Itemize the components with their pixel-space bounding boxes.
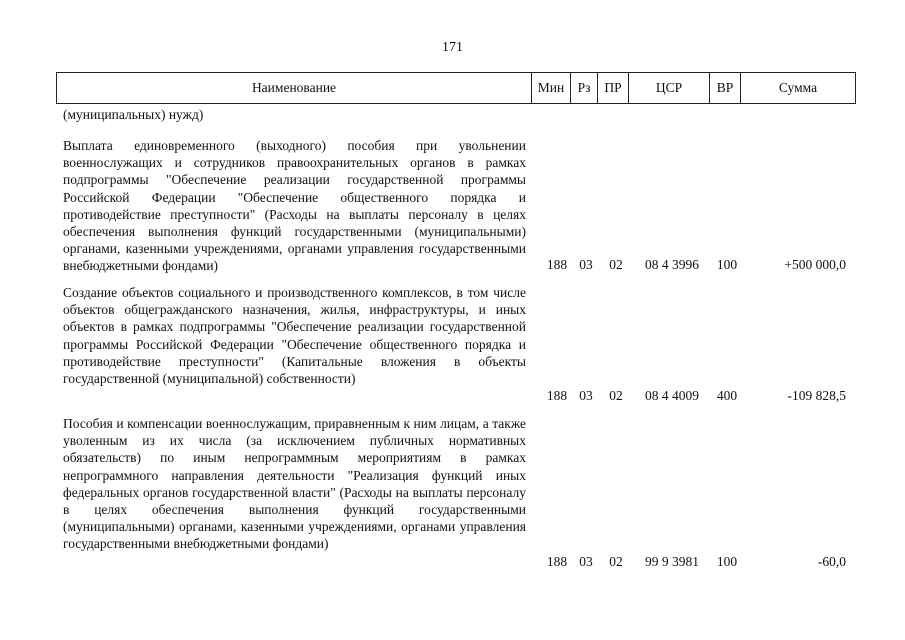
row-min: 188: [546, 554, 568, 569]
page-number: 171: [442, 40, 463, 55]
row-vr: 100: [716, 257, 738, 272]
row-vr: 100: [716, 554, 738, 569]
row-pr: 02: [609, 554, 623, 569]
row-sum: -60,0: [817, 554, 846, 569]
header-sum: Сумма: [741, 73, 856, 104]
header-pr: ПР: [598, 73, 629, 104]
row-pr: 02: [609, 257, 623, 272]
header-rz: Рз: [571, 73, 598, 104]
header-min: Мин: [532, 73, 571, 104]
row-description: Выплата единовременного (выходного) пособия при увольнении военнослужащих и сотрудников правоохранительных органов в рамках подпрограммы "Обеспечение реализации государственной программы Российской Федерации "Обеспечение общественного порядка и противодействие преступности" (Расходы на выплаты персоналу в целях обеспечения выполнения функций государственными (муниципальными) органами, казенными учреждениями, органами управления государственными внебюджетными фондами): [63, 138, 526, 274]
row-rz: 03: [579, 257, 593, 272]
row-min: 188: [546, 257, 568, 272]
row-min: 188: [546, 388, 568, 403]
header-name: Наименование: [57, 73, 532, 104]
row-csr: 08 4 4009: [645, 388, 699, 403]
header-csr: ЦСР: [629, 73, 710, 104]
row-sum: -109 828,5: [787, 388, 846, 403]
row-vr: 400: [716, 388, 738, 403]
row-pr: 02: [609, 388, 623, 403]
table-header: [56, 72, 856, 104]
continuation-text: (муниципальных) нужд): [63, 107, 204, 122]
row-csr: 99 9 3981: [645, 554, 699, 569]
row-description: Создание объектов социального и производственного комплексов, в том числе объектов общегражданского назначения, жилья, инфраструктуры, и иных объектов в рамках подпрограммы "Обеспечение реализации государственной программы Российской Федерации "Обеспечение общественного порядка и противодействие преступности" (Капитальные вложения в объекты государственной (муниципальной) собственности): [63, 285, 526, 387]
row-sum: +500 000,0: [784, 257, 846, 272]
row-rz: 03: [579, 388, 593, 403]
row-rz: 03: [579, 554, 593, 569]
header-vr: ВР: [710, 73, 741, 104]
row-csr: 08 4 3996: [645, 257, 699, 272]
row-description: Пособия и компенсации военнослужащим, приравненным к ним лицам, а также уволенным из их числа (за исключением публичных нормативных обязательств) по иным непрограммным мероприятиям в рамках непрограммного направления деятельности "Реализация функций иных федеральных органов государственной власти" (Расходы на выплаты персоналу в целях обеспечения выполнения функций государственными (муниципальными) органами, казенными учреждениями, органами управления государственными внебюджетными фондами): [63, 416, 526, 552]
